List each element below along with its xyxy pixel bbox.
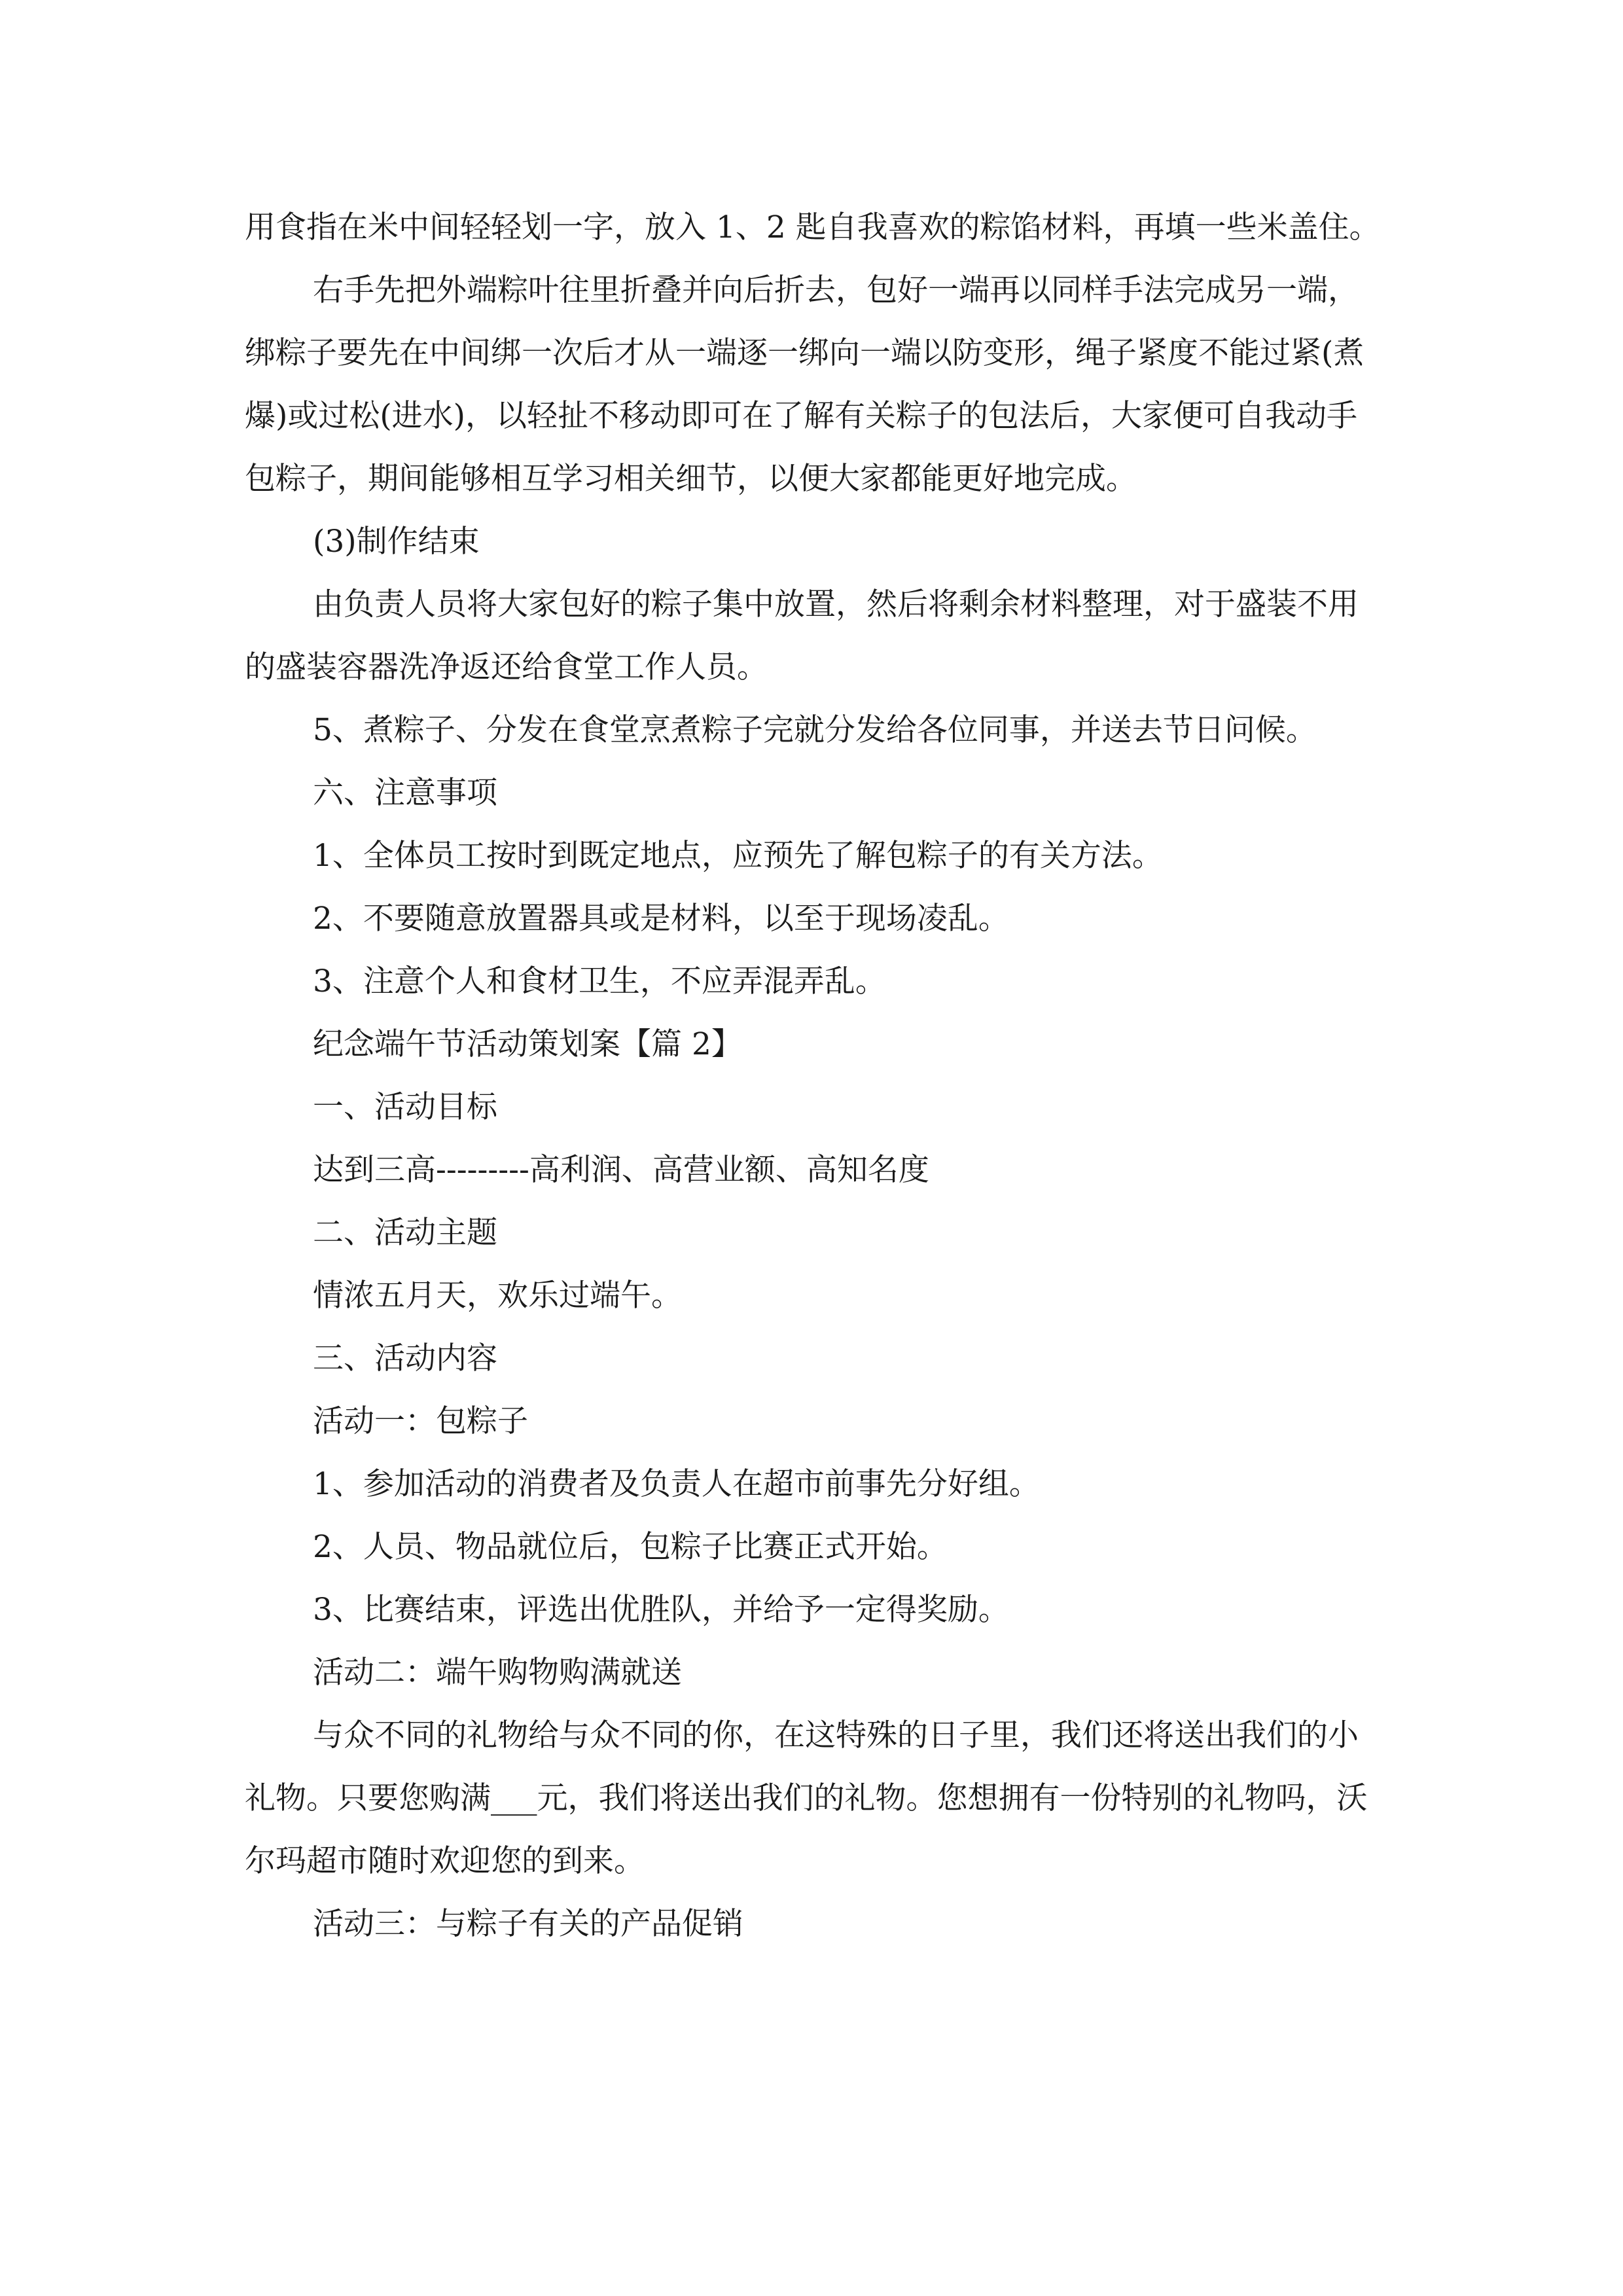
paragraph-theme: 情浓五月天，欢乐过端午。: [313, 1278, 682, 1314]
section-heading-theme: 二、活动主题: [313, 1215, 497, 1251]
activity-heading-1: 活动一：包粽子: [313, 1403, 528, 1439]
paragraph-3: (3)制作结束: [313, 524, 480, 560]
paragraph-goal: 达到三高---------高利润、高营业额、高知名度: [313, 1152, 929, 1188]
paragraph-activity-2: 与众不同的礼物给与众不同的你，在这特殊的日子里，我们还将送出我们的小礼物。只要您购满___元，我们将送出我们的礼物。您想拥有一份特别的礼物吗，沃尔玛超市随时欢迎您的到来。: [245, 1717, 1368, 1879]
list-item: 2、不要随意放置器具或是材料，以至于现场凌乱。: [313, 901, 1009, 937]
list-item: 1、全体员工按时到既定地点，应预先了解包粽子的有关方法。: [313, 838, 1163, 874]
document-body: [245, 196, 1383, 1956]
list-item: 2、人员、物品就位后，包粽子比赛正式开始。: [313, 1529, 948, 1565]
paragraph-1: 用食指在米中间轻轻划一字，放入 1、2 匙自我喜欢的粽馅材料，再填一些米盖住。: [245, 209, 1380, 245]
paragraph-2: 右手先把外端粽叶往里折叠并向后折去，包好一端再以同样手法完成另一端，绑粽子要先在中间绑一次后才从一端逐一绑向一端以防变形，绳子紧度不能过紧(煮爆)或过松(进水)，以轻扯不移动即可在了解有关粽子的包法后，大家便可自我动手包粽子，期间能够相互学习相关细节，以便大家都能更好地完成。: [245, 272, 1364, 497]
list-item: 1、参加活动的消费者及负责人在超市前事先分好组。: [313, 1466, 1040, 1502]
section-title-part-2: 纪念端午节活动策划案【篇 2】: [313, 1026, 742, 1062]
paragraph-5: 5、煮粽子、分发在食堂烹煮粽子完就分发给各位同事，并送去节日问候。: [313, 712, 1317, 748]
section-heading-notes: 六、注意事项: [313, 775, 497, 811]
activity-heading-3: 活动三：与粽子有关的产品促销: [313, 1906, 743, 1942]
list-item: 3、注意个人和食材卫生，不应弄混弄乱。: [313, 963, 886, 999]
section-heading-goal: 一、活动目标: [313, 1089, 497, 1125]
paragraph-4: 由负责人员将大家包好的粽子集中放置，然后将剩余材料整理，对于盛装不用的盛装容器洗净返还给食堂工作人员。: [245, 586, 1359, 685]
section-heading-content: 三、活动内容: [313, 1340, 497, 1376]
activity-heading-2: 活动二：端午购物购满就送: [313, 1655, 682, 1691]
list-item: 3、比赛结束，评选出优胜队，并给予一定得奖励。: [313, 1592, 1009, 1628]
